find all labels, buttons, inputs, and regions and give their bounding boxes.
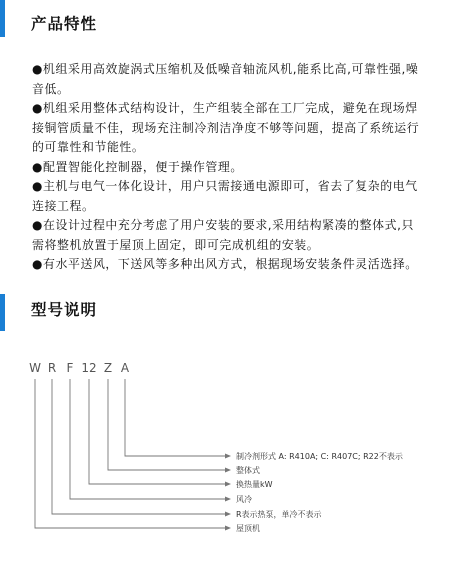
feature-item: ●在设计过程中充分考虑了用户安装的要求,采用结构紧凑的整体式,只需将整机放置于屋顶上固定，即可完成机组的安装。 bbox=[32, 218, 414, 252]
leader-line bbox=[89, 379, 226, 484]
section-title-model: 型号说明 bbox=[31, 301, 98, 319]
feature-item: ●机组采用整体式结构设计，生产组装全部在工厂完成，避免在现场焊接铜管质量不佳，现场充注制冷剂洁净度不够等问题，提高了系统运行的可靠性和节能性。 bbox=[32, 101, 420, 154]
arrow-head bbox=[225, 512, 231, 517]
leader-line bbox=[35, 379, 226, 528]
feature-item: ●有水平送风，下送风等多种出风方式，根据现场安装条件灵活选择。 bbox=[32, 257, 418, 271]
leader-line bbox=[125, 379, 226, 456]
code-letter-w: W bbox=[29, 361, 41, 375]
section-title-features: 产品特性 bbox=[31, 15, 98, 33]
code-letter-capacity: 12 bbox=[81, 361, 97, 375]
desc-rooftop: 屋顶机 bbox=[236, 524, 260, 533]
code-letter-f: F bbox=[66, 361, 74, 375]
feature-item: ●配置智能化控制器，便于操作管理。 bbox=[32, 159, 243, 174]
feature-item: ●主机与电气一体化设计，用户只需接通电源即可，省去了复杂的电气连接工程。 bbox=[32, 179, 418, 213]
arrow-head bbox=[225, 468, 231, 473]
leader-line bbox=[52, 379, 226, 514]
model-code-diagram bbox=[0, 355, 450, 555]
features-list bbox=[32, 60, 424, 275]
arrow-head bbox=[225, 526, 231, 531]
desc-capacity: 换热量kW bbox=[236, 480, 273, 489]
code-letter-a: A bbox=[120, 361, 130, 375]
feature-item: ●机组采用高效旋涡式压缩机及低噪音轴流风机,能系比高,可靠性强,噪音低。 bbox=[32, 62, 419, 96]
desc-refrigerant: 制冷剂形式 A: R410A; C: R407C; R22不表示 bbox=[236, 452, 403, 461]
leader-line bbox=[70, 379, 226, 499]
code-letter-z: Z bbox=[103, 361, 113, 375]
arrow-head bbox=[225, 497, 231, 502]
arrow-head bbox=[225, 454, 231, 459]
desc-air-cooled: 风冷 bbox=[236, 495, 252, 504]
desc-integral: 整体式 bbox=[236, 466, 260, 475]
title-accent-bar bbox=[0, 294, 5, 331]
code-letter-r: R bbox=[47, 361, 57, 375]
arrow-head bbox=[225, 482, 231, 487]
title-accent-bar bbox=[0, 0, 5, 37]
desc-heat-pump: R表示热泵，单冷不表示 bbox=[236, 510, 322, 519]
